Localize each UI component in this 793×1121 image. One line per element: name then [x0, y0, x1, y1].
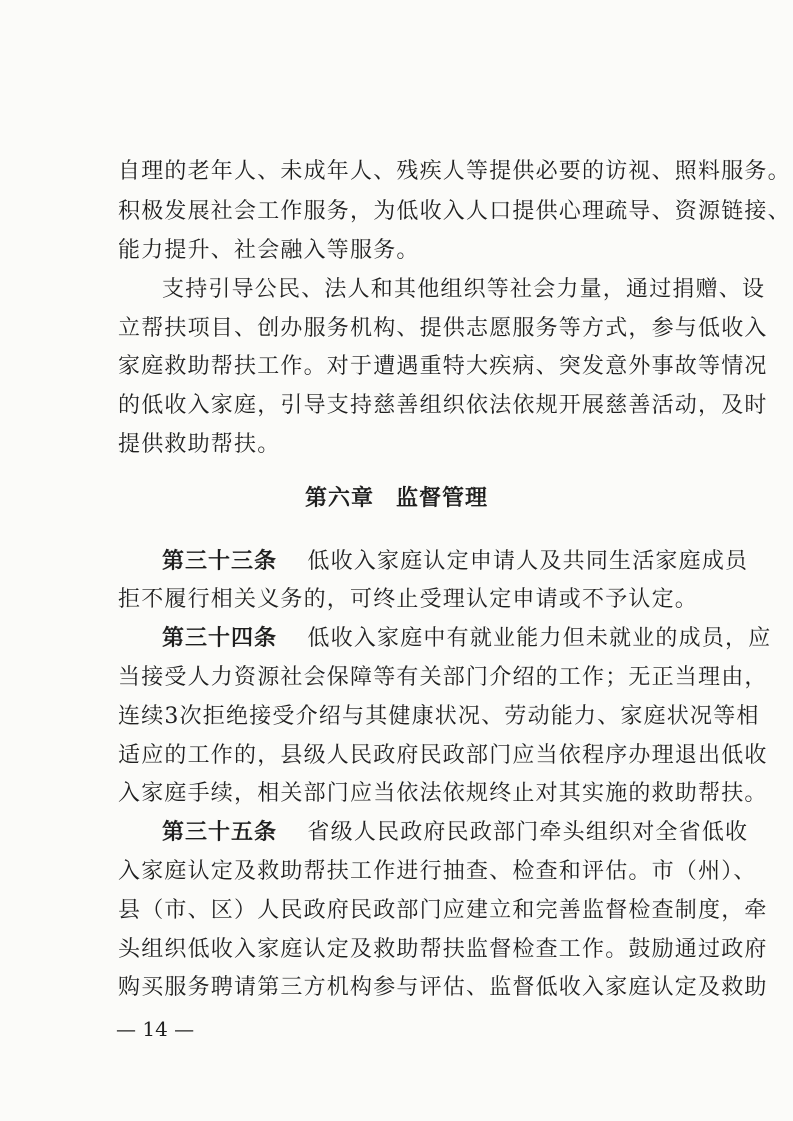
text-line: 能力提升、社会融入等服务。: [118, 238, 420, 263]
chapter-number: 第六章: [304, 486, 374, 511]
text-line: [162, 818, 749, 848]
text-line: 拒不履行相关义务的，可终止受理认定申请或不予认定。: [118, 587, 699, 612]
page-number: — 14 —: [116, 1017, 195, 1041]
text-line: 积极发展社会工作服务，为低收入人口提供心理疏导、资源链接、: [118, 199, 791, 224]
text-line: 适应的工作的，县级人民政府民政部门应当依程序办理退出低收: [118, 743, 768, 768]
article-heading: 第三十三条: [162, 549, 278, 574]
text-line: [162, 547, 749, 577]
text-line: 购买服务聘请第三方机构参与评估、监督低收入家庭认定及救助: [118, 975, 768, 1000]
text-line: 入家庭认定及救助帮扶工作进行抽查、检查和评估。市（州）、: [118, 859, 757, 884]
article-heading: 第三十四条: [162, 626, 278, 651]
text-line: 连续3次拒绝接受介绍与其健康状况、劳动能力、家庭状况等相: [118, 704, 760, 729]
text-line: 自理的老年人、未成年人、残疾人等提供必要的访视、照料服务。: [118, 159, 791, 184]
text-line: 支持引导公民、法人和其他组织等社会力量，通过捐赠、设: [162, 277, 766, 302]
article-text: 低收入家庭中有就业能力但未就业的成员，应: [307, 626, 772, 651]
text-line: 县（市、区）人民政府民政部门应建立和完善监督检查制度，牵: [118, 898, 768, 923]
chapter-heading: [0, 484, 793, 514]
text-line: 当接受人力资源社会保障等有关部门介绍的工作；无正当理由，: [118, 665, 768, 690]
chapter-title: 监督管理: [396, 486, 489, 511]
text-line: 提供救助帮扶。: [118, 432, 281, 457]
text-line: [162, 624, 772, 654]
text-line: 入家庭手续，相关部门应当依法依规终止对其实施的救助帮扶。: [118, 781, 768, 806]
text-line: 家庭救助帮扶工作。对于遭遇重特大疾病、突发意外事故等情况: [118, 354, 768, 379]
article-heading: 第三十五条: [162, 820, 278, 845]
text-line: 的低收入家庭，引导支持慈善组织依法依规开展慈善活动，及时: [118, 393, 768, 418]
text-line: 头组织低收入家庭认定及救助帮扶监督检查工作。鼓励通过政府: [118, 937, 768, 962]
text-line: 立帮扶项目、创办服务机构、提供志愿服务等方式，参与低收入: [118, 316, 768, 341]
article-text: 省级人民政府民政部门牵头组织对全省低收: [307, 820, 749, 845]
article-text: 低收入家庭认定申请人及共同生活家庭成员: [307, 549, 749, 574]
